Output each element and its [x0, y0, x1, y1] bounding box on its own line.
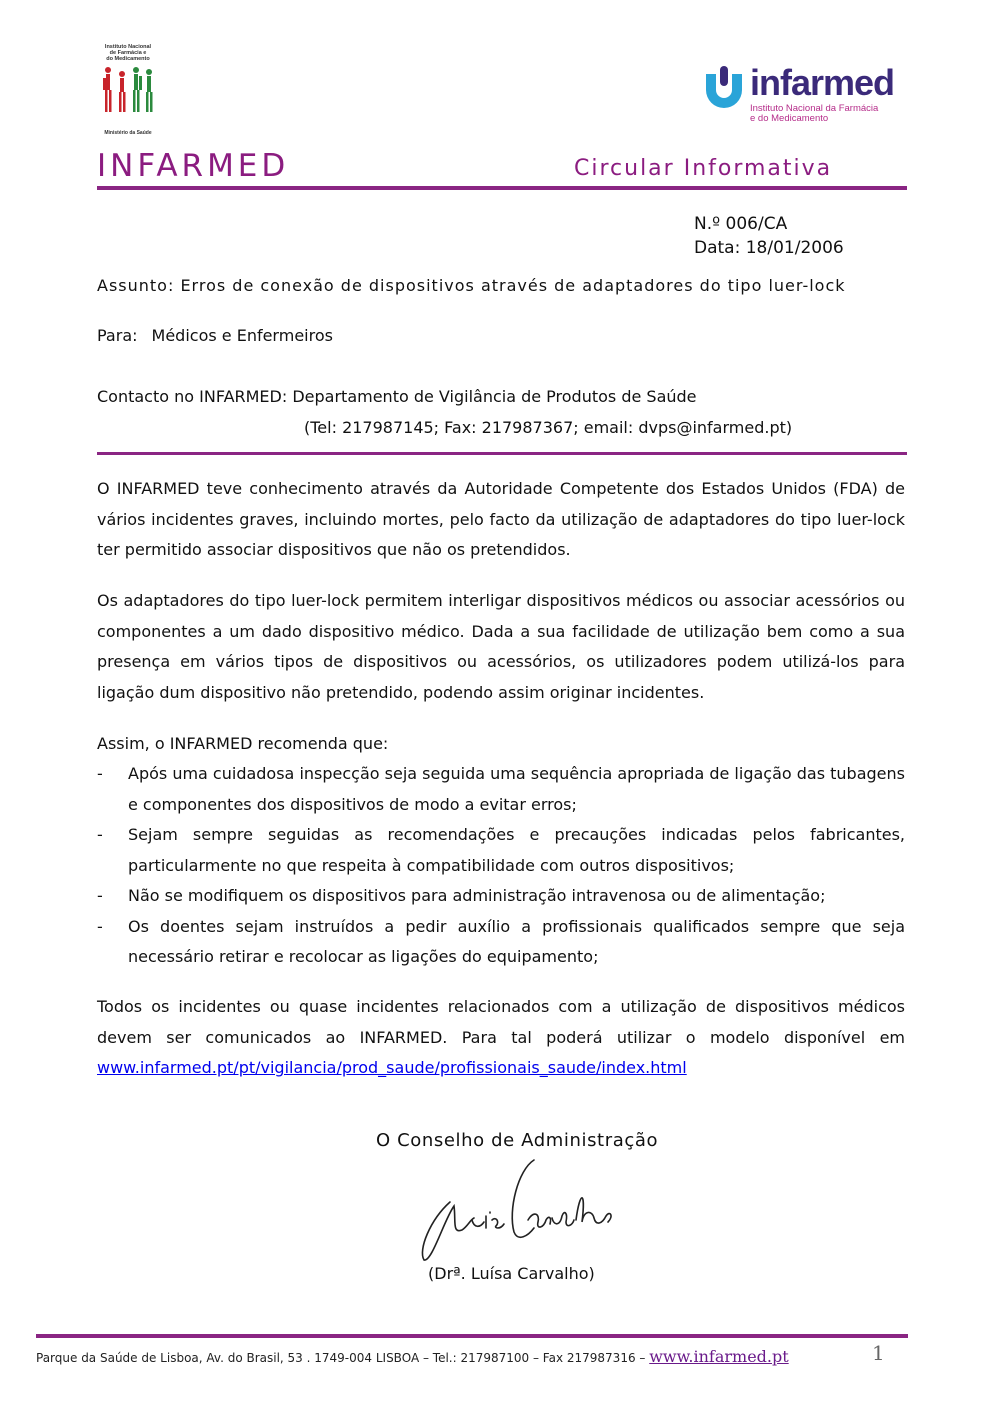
- ministry-logo-line: do Medicamento: [106, 56, 150, 62]
- reporting-text: Todos os incidentes ou quase incidentes relacionados com a utilização de dispositivos médicos devem ser comunicados ao INFARMED. Para tal poderá utilizar o modelo disponível em: [97, 997, 905, 1047]
- figures-emblem-icon: [96, 64, 160, 122]
- org-title: INFARMED: [97, 148, 290, 184]
- handwritten-signature: [410, 1150, 620, 1270]
- ministry-logo: [96, 44, 160, 136]
- reporting-model-link[interactable]: www.infarmed.pt/pt/vigilancia/prod_saude/profissionais_saude/index.html: [97, 1058, 687, 1077]
- contact-line-2: (Tel: 217987145; Fax: 217987367; email: dvps@infarmed.pt): [304, 418, 793, 437]
- list-item-text: Sejam sempre seguidas as recomendações e precauções indicadas pelos fabricantes, particularmente no que respeita à compatibilidade com outros dispositivos;: [128, 825, 905, 875]
- list-bullet: -: [97, 886, 103, 905]
- footer-divider: [36, 1334, 908, 1338]
- doc-type-title: Circular Informativa: [574, 156, 833, 181]
- header-divider: [97, 186, 907, 190]
- page-number: 1: [872, 1341, 885, 1365]
- recipients-label: Para:: [97, 326, 138, 345]
- ministry-logo-line: Instituto Nacional: [104, 44, 152, 50]
- body-paragraph: Os adaptadores do tipo luer-lock permitem interligar dispositivos médicos ou associar acessórios ou componentes a um dado dispositivo médico. Dada a sua facilidade de utilização bem como a sua presença em vários tipos de dispositivos ou acessórios, os utilizadores podem utilizá-los para ligação dum dispositivo não pretendido, podendo assim originar incidentes.: [97, 591, 905, 702]
- ministry-logo-line: de Farmácia e: [109, 50, 147, 56]
- recommendations-intro: Assim, o INFARMED recomenda que:: [97, 734, 389, 753]
- doc-date: Data: 18/01/2006: [694, 238, 844, 258]
- doc-meta: [694, 212, 844, 260]
- recipients-value: Médicos e Enfermeiros: [151, 326, 333, 345]
- contact-line-1: Contacto no INFARMED: Departamento de Vigilância de Produtos de Saúde: [97, 387, 697, 406]
- list-item: [97, 881, 905, 912]
- signatory-title: O Conselho de Administração: [376, 1130, 659, 1151]
- list-bullet: -: [97, 825, 103, 844]
- list-bullet: -: [97, 764, 103, 783]
- recommendations-list: [97, 759, 905, 973]
- signatory-name: (Drª. Luísa Carvalho): [428, 1264, 595, 1283]
- infarmed-logo-subtitle: Instituto Nacional da Farmácia e do Medicamento: [750, 103, 879, 124]
- contact-divider: [97, 452, 907, 455]
- list-item-text: Os doentes sejam instruídos a pedir auxílio a profissionais qualificados sempre que seja necessário retirar e recolocar as ligações do equipamento;: [128, 916, 905, 966]
- list-item-text: Não se modifiquem os dispositivos para administração intravenosa ou de alimentação;: [128, 886, 826, 905]
- doc-number: N.º 006/CA: [694, 214, 788, 234]
- list-item: [97, 820, 905, 881]
- body-paragraph: O INFARMED teve conhecimento através da Autoridade Competente dos Estados Unidos (FDA) de vários incidentes graves, incluindo mortes, pelo facto da utilização de adaptadores do tipo luer-lock ter permitido associar dispositivos que não os pretendidos.: [97, 479, 905, 559]
- subject-line: Assunto: Erros de conexão de dispositivos através de adaptadores do tipo luer-lock: [97, 276, 846, 295]
- list-item: [97, 759, 905, 820]
- infarmed-wordmark: infarmed: [750, 62, 895, 103]
- infarmed-logo: [700, 62, 895, 130]
- infarmed-drop-icon: [702, 66, 746, 110]
- list-item: [97, 912, 905, 973]
- list-item-text: Após uma cuidadosa inspecção seja seguida uma sequência apropriada de ligação das tubagens e componentes dos dispositivos de modo a evitar erros;: [128, 764, 905, 814]
- list-bullet: -: [97, 916, 103, 936]
- recipients-line: [97, 326, 333, 345]
- footer-website-link[interactable]: www.infarmed.pt: [649, 1347, 789, 1366]
- reporting-paragraph: [97, 992, 905, 1084]
- footer-address-text: Parque da Saúde de Lisboa, Av. do Brasil, 53 . 1749-004 LISBOA – Tel.: 217987100 – Fax 217987316 –: [36, 1351, 650, 1365]
- footer-address: [36, 1347, 789, 1366]
- ministry-logo-caption: Ministério da Saúde: [104, 130, 152, 136]
